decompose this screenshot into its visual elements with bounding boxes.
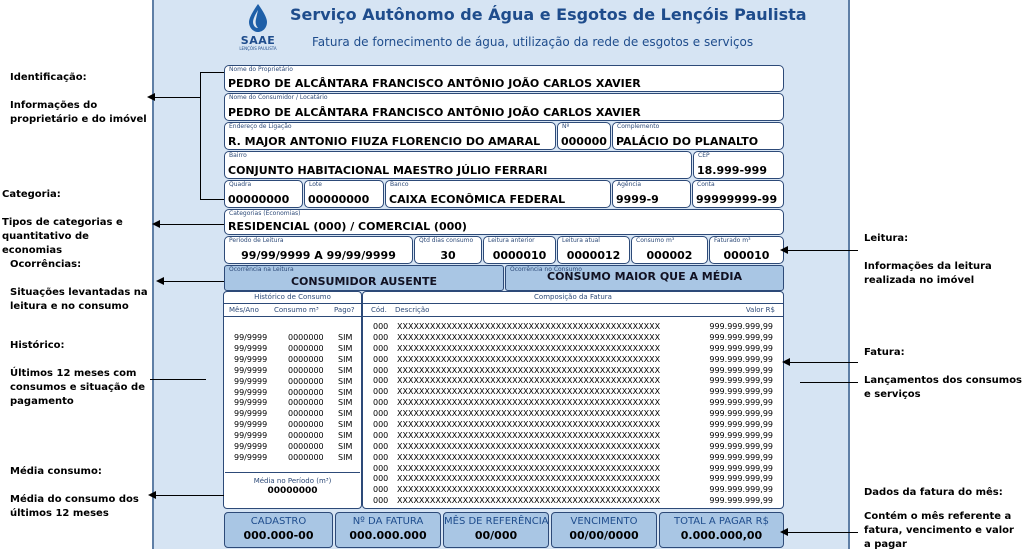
composition-code: 000 [373,441,389,451]
average-label: Média no Período (m³) [253,477,332,485]
composition-code: 000 [373,474,389,484]
bank-field [385,180,611,208]
annotation-media [10,465,150,521]
arrow-left-icon [780,246,788,254]
composition-value: 999.999.999,99 [709,387,773,397]
billed-field [709,236,784,264]
arrow-left-icon [782,358,790,366]
field-value: CONSUMIDOR AUSENTE [290,275,438,288]
field-label: Nome do Consumidor / Locatário [229,94,328,101]
history-row [234,398,358,409]
history-paid: SIM [338,452,353,462]
annotation-dados [864,486,1022,549]
average-value: 00000000 [267,486,318,496]
days-field [414,236,482,264]
annotation-desc: Tipos de categorias e quantitativo de economias [2,217,123,256]
history-consumption: 0000000 [288,365,324,375]
history-consumption: 0000000 [288,409,324,419]
annotation-title: Histórico: [10,340,65,351]
composition-code: 000 [373,354,389,364]
composition-row [373,420,773,431]
field-value: 0000010 [492,249,547,262]
history-month: 99/9999 [234,409,268,419]
agency-field [612,180,691,208]
annotation-desc: Informações da leitura realizada no imóvel [864,261,992,286]
reference-month-box [443,512,549,548]
block-field [224,180,303,208]
composition-description: XXXXXXXXXXXXXXXXXXXXXXXXXXXXXXXXXXXXXXXXXXXXXXXX [397,409,661,419]
consumption-occurrence [505,265,784,291]
composition-value: 999.999.999,99 [709,322,773,331]
field-label: Endereço de Ligação [229,123,292,130]
history-row [234,388,358,399]
history-row [234,442,358,453]
composition-row [373,322,773,333]
annotation-title: Média consumo: [10,466,102,477]
water-drop-icon [249,4,267,32]
annotation-fatura [864,346,1022,402]
history-paid: SIM [338,343,353,353]
connector-line [200,199,224,200]
arrow-left-icon [780,528,788,536]
history-month: 99/9999 [234,420,268,430]
connector-line [800,382,858,383]
col-value: Valor R$ [745,306,775,314]
composition-row [373,387,773,398]
history-consumption: 0000000 [288,431,324,441]
field-label: Leitura anterior [488,237,535,244]
annotation-desc: Últimos 12 meses com consumos e situação de pagamento [10,368,145,407]
address-field [224,122,556,150]
reading-period-field [224,236,413,264]
annotation-title: Leitura: [864,233,909,244]
history-paid: SIM [338,409,353,419]
saae-logo [236,4,280,50]
cep-field [693,151,784,179]
composition-description: XXXXXXXXXXXXXXXXXXXXXXXXXXXXXXXXXXXXXXXXXXXXXXXX [397,376,661,386]
annotation-ocorrencias [10,258,155,314]
field-label: CEP [698,152,710,159]
history-month: 99/9999 [234,333,268,342]
composition-row [373,333,773,344]
annotation-title: Ocorrências: [10,259,82,270]
composition-row [373,355,773,366]
field-label: Categorias (Economias) [229,210,301,217]
account-field [692,180,784,208]
composition-row [373,453,773,464]
annotation-desc: Contém o mês referente a fatura, vencimento e valor a pagar [864,511,1014,549]
field-value: R. MAJOR ANTONIO FIUZA FLORENCIO DO AMARAL [228,135,541,148]
invoice-number-box [335,512,441,548]
history-month: 99/9999 [234,365,268,375]
composition-value: 999.999.999,99 [709,485,773,495]
composition-value: 999.999.999,99 [709,441,773,451]
composition-code: 000 [373,430,389,440]
composition-description: XXXXXXXXXXXXXXXXXXXXXXXXXXXXXXXXXXXXXXXXXXXXXXXX [397,485,661,495]
field-value: 000000 [561,135,607,148]
history-month: 99/9999 [234,343,268,353]
composition-code: 000 [373,452,389,462]
col-description: Descrição [395,306,430,314]
history-paid: SIM [338,333,353,342]
history-row [234,333,358,344]
page-title: Serviço Autônomo de Água e Esgotos de Lençóis Paulista [290,5,807,24]
composition-description: XXXXXXXXXXXXXXXXXXXXXXXXXXXXXXXXXXXXXXXXXXXXXXXX [397,496,661,506]
total-label: Nº DA FATURA [352,516,424,527]
composition-row [373,398,773,409]
connector-line [786,362,858,363]
field-value: RESIDENCIAL (000) / COMERCIAL (000) [228,220,467,233]
field-label: Leitura atual [562,237,600,244]
consumption-field [631,236,708,264]
annotation-identificacao [10,71,150,127]
arrow-left-icon [156,277,164,285]
history-consumption: 0000000 [288,420,324,430]
field-label: Qtd dias consumo [419,237,474,244]
composition-description: XXXXXXXXXXXXXXXXXXXXXXXXXXXXXXXXXXXXXXXXXXXXXXXX [397,441,661,451]
arrow-left-icon [152,220,160,228]
composition-code: 000 [373,387,389,397]
history-month: 99/9999 [234,398,268,408]
field-value: 99/99/9999 A 99/99/9999 [241,249,396,262]
history-month: 99/9999 [234,387,268,397]
arrow-left-icon [147,93,155,101]
total-value: 0.000.000,00 [680,529,763,542]
field-label: Banco [390,181,409,188]
composition-code: 000 [373,409,389,419]
consumer-field [224,93,784,121]
composition-value: 999.999.999,99 [709,452,773,462]
composition-row [373,442,773,453]
history-paid: SIM [338,376,353,386]
logo-text: SAAE [240,34,276,47]
composition-description: XXXXXXXXXXXXXXXXXXXXXXXXXXXXXXXXXXXXXXXXXXXXXXXX [397,463,661,473]
field-value: PEDRO DE ALCÂNTARA FRANCISCO ANTÔNIO JOÃO CARLOS XAVIER [228,106,641,119]
field-label: Conta [697,181,715,188]
field-label: Bairro [229,152,247,159]
composition-value: 999.999.999,99 [709,409,773,419]
field-label: Agência [617,181,642,188]
annotation-title: Fatura: [864,347,905,358]
composition-code: 000 [373,322,389,331]
annotation-leitura [864,232,1022,288]
annotation-desc: Informações do proprietário e do imóvel [10,100,147,125]
field-value: 0000012 [566,249,621,262]
history-row [234,409,358,420]
composition-code: 000 [373,365,389,375]
total-label: TOTAL A PAGAR R$ [673,516,769,527]
col-month: Mês/Ano [229,306,259,314]
composition-code: 000 [373,420,389,430]
annotation-desc: Média do consumo dos últimos 12 meses [10,494,139,519]
history-consumption: 0000000 [288,376,324,386]
composition-row [373,409,773,420]
composition-value: 999.999.999,99 [709,496,773,506]
total-label: VENCIMENTO [570,516,638,527]
history-rows [234,333,358,464]
total-label: CADASTRO [250,516,307,527]
field-value: CONJUNTO HABITACIONAL MAESTRO JÚLIO FERRARI [228,164,548,177]
field-label: Ocorrência na Leitura [229,266,294,273]
history-row [234,355,358,366]
history-paid: SIM [338,354,353,364]
history-paid: SIM [338,398,353,408]
composition-description: XXXXXXXXXXXXXXXXXXXXXXXXXXXXXXXXXXXXXXXXXXXXXXXX [397,420,661,430]
annotation-title: Dados da fatura do mês: [864,487,1003,498]
connector-line [150,379,206,380]
field-label: Complemento [617,123,660,130]
history-consumption: 0000000 [288,333,324,342]
composition-row [373,496,773,507]
total-value: 000.000-00 [243,529,314,542]
total-value: 00/00/0000 [569,529,639,542]
composition-description: XXXXXXXXXXXXXXXXXXXXXXXXXXXXXXXXXXXXXXXXXXXXXXXX [397,452,661,462]
field-value: 000010 [723,249,770,262]
annotation-desc: Lançamentos dos consumos e serviços [864,375,1023,400]
field-label: Período de Leitura [229,237,284,244]
composition-value: 999.999.999,99 [709,420,773,430]
history-row [234,366,358,377]
invoice-document [152,0,850,549]
history-paid: SIM [338,365,353,375]
field-label: Faturado m³ [714,237,751,244]
history-paid: SIM [338,420,353,430]
history-month: 99/9999 [234,376,268,386]
field-value: CAIXA ECONÔMICA FEDERAL [389,193,566,206]
page-subtitle: Fatura de fornecimento de água, utilização da rede de esgotos e serviços [312,35,754,49]
complement-field [612,122,784,150]
registration-box [224,512,333,548]
history-consumption: 0000000 [288,387,324,397]
composition-code: 000 [373,376,389,386]
connector-line [160,281,224,282]
lot-field [304,180,384,208]
composition-description: XXXXXXXXXXXXXXXXXXXXXXXXXXXXXXXXXXXXXXXXXXXXXXXX [397,343,661,353]
previous-reading-field [483,236,556,264]
col-paid: Pago? [334,306,355,314]
history-row [234,431,358,442]
average-consumption [225,472,360,507]
field-label: Nº [562,123,570,130]
annotation-categoria [2,188,152,258]
arrow-left-icon [148,491,156,499]
composition-row [373,431,773,442]
composition-row [373,376,773,387]
current-reading-field [557,236,630,264]
composition-code: 000 [373,485,389,495]
field-value: CONSUMO MAIOR QUE A MÉDIA [547,270,742,283]
field-value: PALÁCIO DO PLANALTO [616,135,759,148]
composition-code: 000 [373,398,389,408]
annotation-historico [10,339,150,409]
annotation-desc: Situações levantadas na leitura e no consumo [10,287,148,312]
composition-value: 999.999.999,99 [709,398,773,408]
composition-columns [363,304,783,317]
field-label: Quadra [229,181,252,188]
composition-value: 999.999.999,99 [709,343,773,353]
history-row [234,420,358,431]
field-value: 00000000 [308,193,370,206]
composition-row [373,464,773,475]
history-consumption: 0000000 [288,354,324,364]
connector-line [200,72,201,199]
composition-description: XXXXXXXXXXXXXXXXXXXXXXXXXXXXXXXXXXXXXXXXXXXXXXXX [397,474,661,484]
categories-field [224,209,784,235]
due-date-box [551,512,657,548]
field-value: PEDRO DE ALCÂNTARA FRANCISCO ANTÔNIO JOÃO CARLOS XAVIER [228,77,641,90]
connector-line [200,72,224,73]
field-value: 00000000 [228,193,290,206]
annotation-title: Identificação: [10,72,87,83]
history-month: 99/9999 [234,431,268,441]
composition-code: 000 [373,332,389,342]
history-month: 99/9999 [234,354,268,364]
col-consumption: Consumo m³ [274,306,319,314]
reading-occurrence [224,265,504,291]
composition-row [373,485,773,496]
composition-description: XXXXXXXXXXXXXXXXXXXXXXXXXXXXXXXXXXXXXXXXXXXXXXXX [397,322,661,331]
history-month: 99/9999 [234,452,268,462]
composition-value: 999.999.999,99 [709,463,773,473]
composition-rows [373,322,773,507]
total-value: 00/000 [474,529,518,542]
field-label: Consumo m³ [636,237,675,244]
history-row [234,377,358,388]
history-consumption: 0000000 [288,398,324,408]
total-label: MÊS DE REFERÊNCIA [444,516,549,527]
composition-description: XXXXXXXXXXXXXXXXXXXXXXXXXXXXXXXXXXXXXXXXXXXXXXXX [397,430,661,440]
number-field [557,122,611,150]
composition-code: 000 [373,343,389,353]
composition-header: Composição da Fatura [363,292,783,304]
col-code: Cód. [371,306,387,314]
field-value: 30 [440,249,456,262]
history-consumption: 0000000 [288,452,324,462]
connector-line [784,532,858,533]
annotation-title: Categoria: [2,189,61,200]
district-field [224,151,692,179]
composition-description: XXXXXXXXXXXXXXXXXXXXXXXXXXXXXXXXXXXXXXXXXXXXXXXX [397,365,661,375]
connector-line [784,250,858,251]
composition-value: 999.999.999,99 [709,430,773,440]
field-label: Lote [309,181,322,188]
composition-description: XXXXXXXXXXXXXXXXXXXXXXXXXXXXXXXXXXXXXXXXXXXXXXXX [397,387,661,397]
history-header: Histórico de Consumo [224,292,361,304]
history-row [234,344,358,355]
field-label: Nome do Proprietário [229,66,293,73]
field-value: 000002 [646,249,693,262]
connector-line [150,97,200,98]
composition-description: XXXXXXXXXXXXXXXXXXXXXXXXXXXXXXXXXXXXXXXXXXXXXXXX [397,354,661,364]
logo-subtext: LENÇÓIS PAULISTA [239,46,277,51]
composition-value: 999.999.999,99 [709,332,773,342]
consumption-history [223,291,362,509]
owner-field [224,65,784,92]
composition-description: XXXXXXXXXXXXXXXXXXXXXXXXXXXXXXXXXXXXXXXXXXXXXXXX [397,398,661,408]
field-value: 99999999-99 [696,193,778,206]
total-amount-box [659,512,784,548]
composition-value: 999.999.999,99 [709,376,773,386]
history-columns [224,304,361,317]
composition-description: XXXXXXXXXXXXXXXXXXXXXXXXXXXXXXXXXXXXXXXXXXXXXXXX [397,332,661,342]
field-value: 9999-9 [616,193,659,206]
history-consumption: 0000000 [288,442,324,452]
field-label: Ocorrência no Consumo [510,266,582,273]
history-paid: SIM [338,442,353,452]
field-value: 18.999-999 [697,164,767,177]
composition-value: 999.999.999,99 [709,365,773,375]
history-paid: SIM [338,387,353,397]
invoice-composition [362,291,784,509]
total-value: 000.000.000 [349,529,427,542]
history-paid: SIM [338,431,353,441]
history-consumption: 0000000 [288,343,324,353]
connector-line [152,495,224,496]
composition-row [373,366,773,377]
composition-value: 999.999.999,99 [709,474,773,484]
connector-line [156,224,224,225]
history-month: 99/9999 [234,442,268,452]
history-row [234,453,358,464]
composition-code: 000 [373,463,389,473]
composition-value: 999.999.999,99 [709,354,773,364]
composition-code: 000 [373,496,389,506]
composition-row [373,344,773,355]
composition-row [373,474,773,485]
